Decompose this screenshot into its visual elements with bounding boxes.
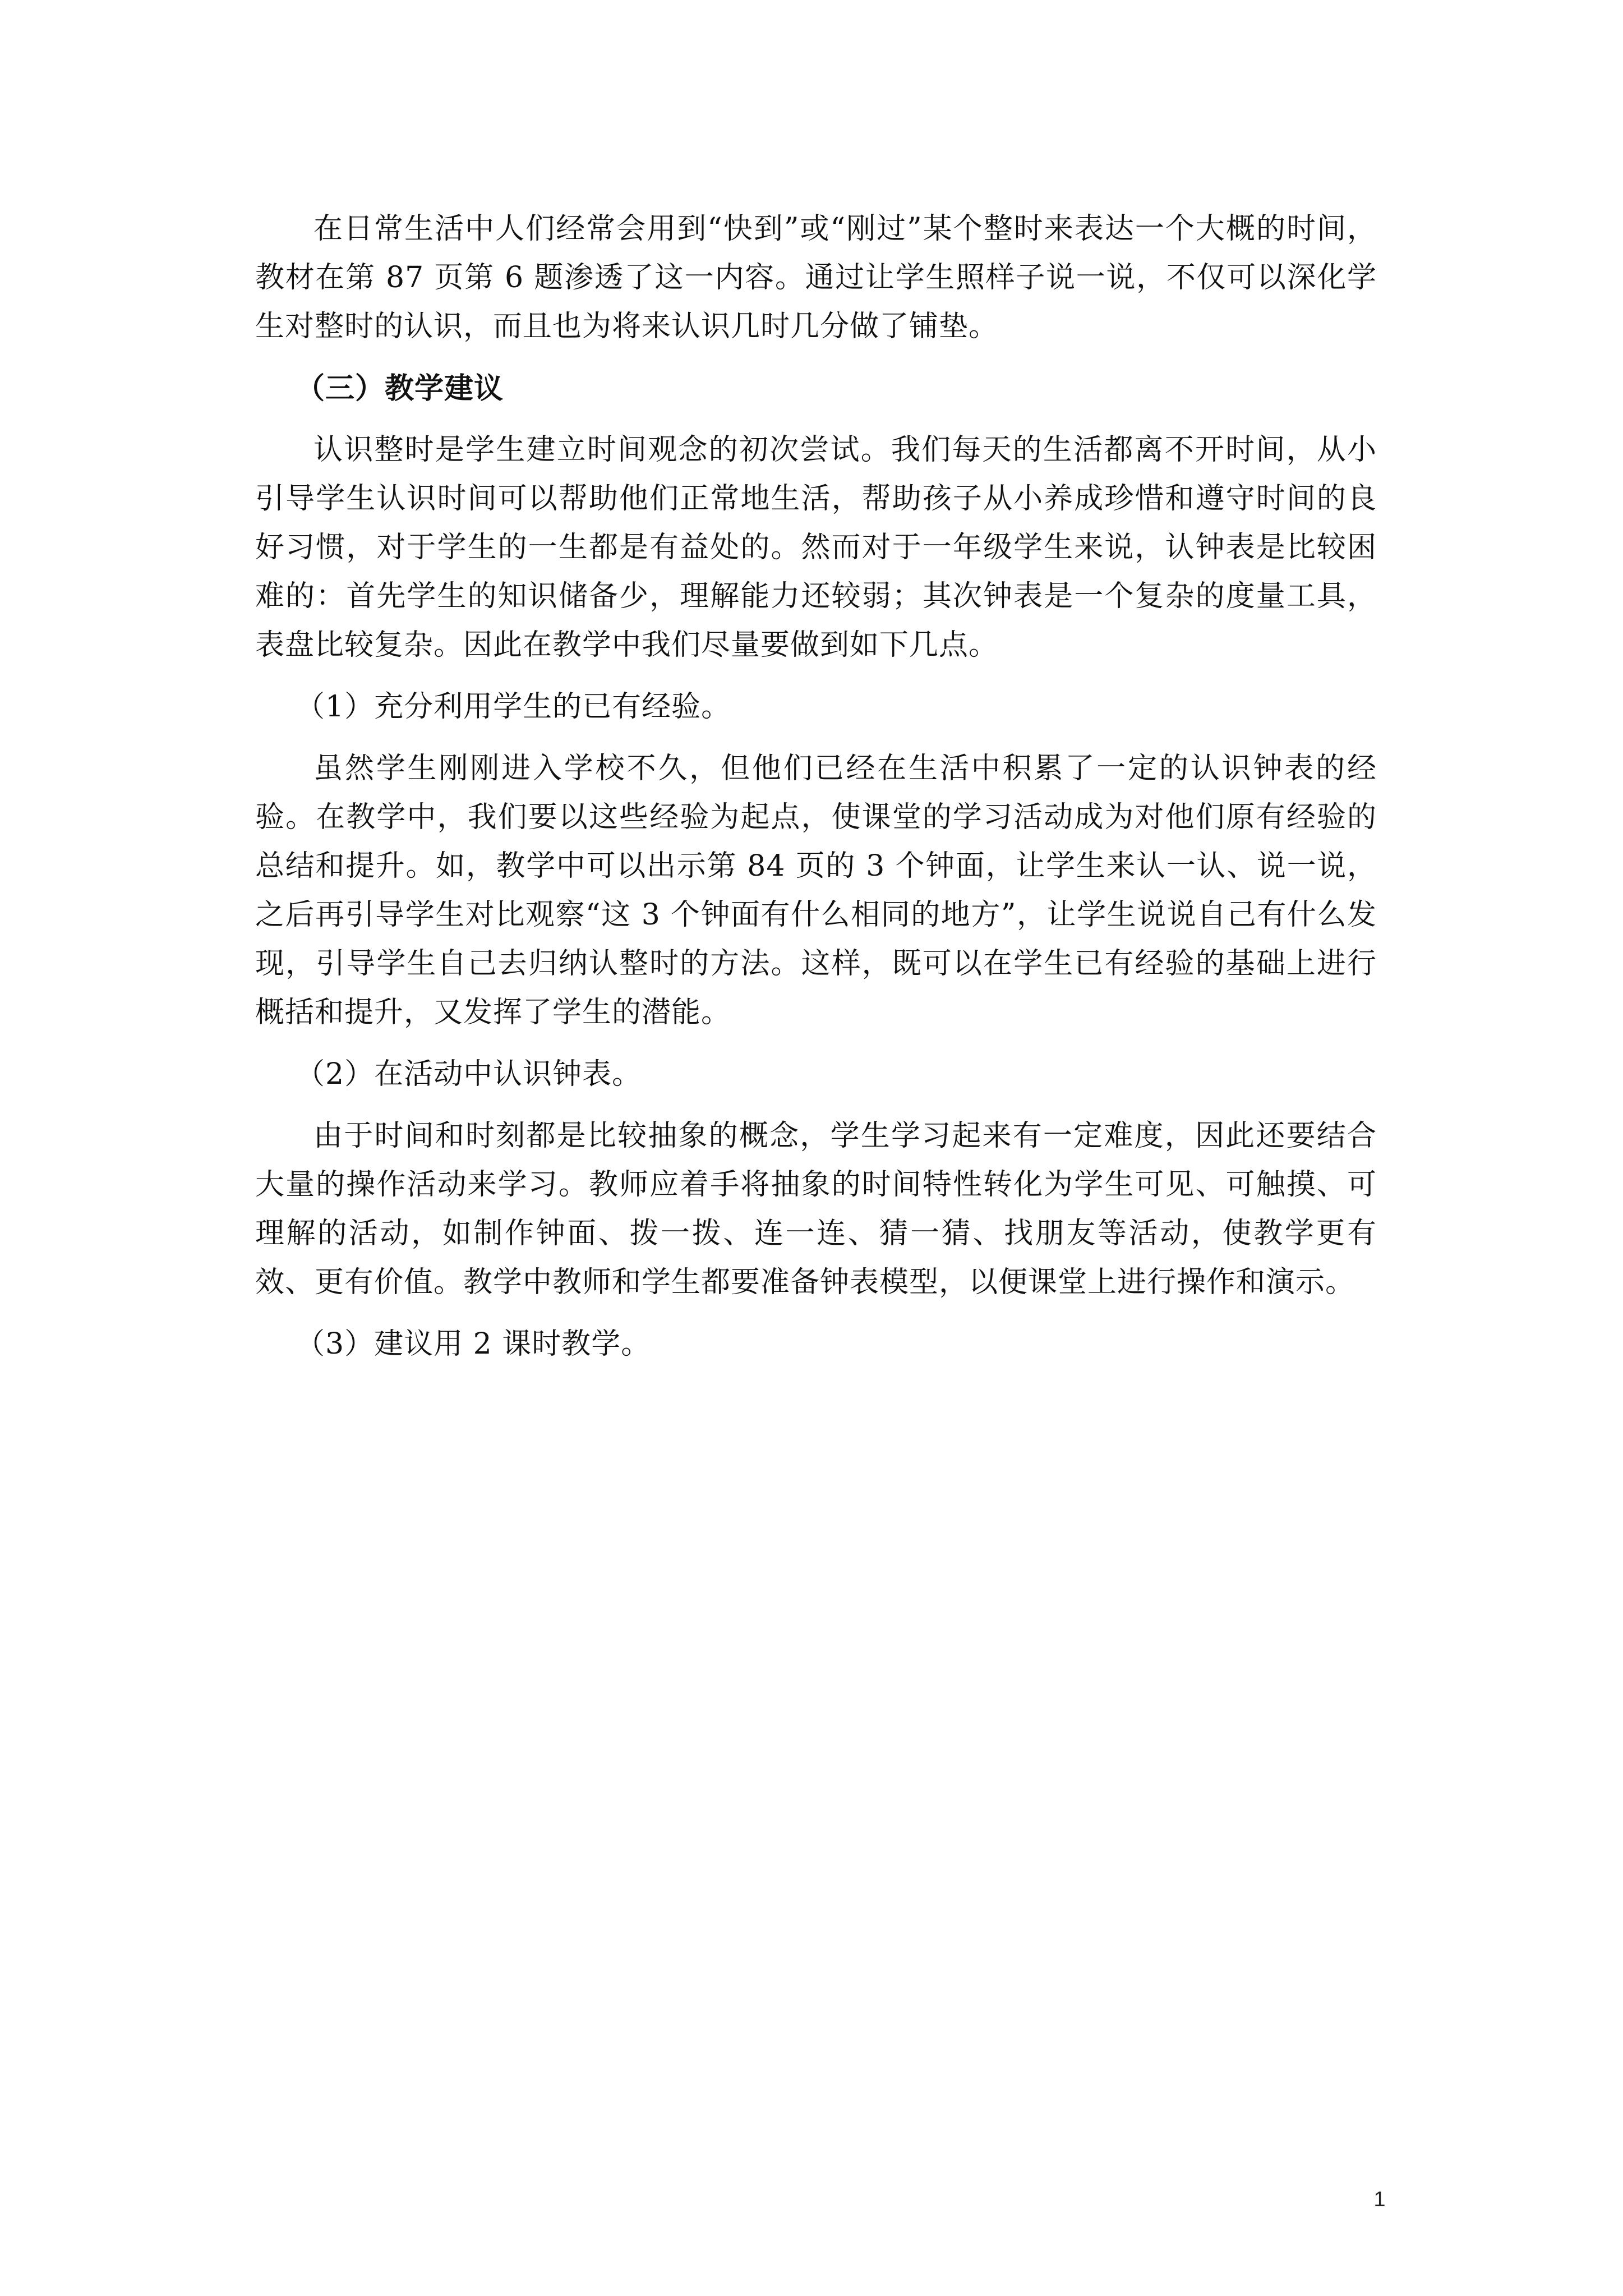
page-body <box>255 205 1377 1382</box>
paragraph-experience: 虽然学生刚刚进入学校不久，但他们已经在生活中积累了一定的认识钟表的经验。在教学中，我们要以这些经验为起点，使课堂的学习活动成为对他们原有经验的总结和提升。如，教学中可以出示第 84 页的 3 个钟面，让学生来认一认、说一说，之后再引导学生对比观察“这 3 个钟面有什么相同的地方”，让学生说说自己有什么发现，引导学生自己去归纳认整时的方法。这样，既可以在学生已有经验的基础上进行概括和提升，又发挥了学生的潜能。 <box>255 752 1377 1029</box>
paragraph-teaching-suggestions: 认识整时是学生建立时间观念的初次尝试。我们每天的生活都离不开时间，从小引导学生认识时间可以帮助他们正常地生活，帮助孩子从小养成珍惜和遵守时间的良好习惯，对于学生的一生都是有益处的。然而对于一年级学生来说，认钟表是比较困难的：首先学生的知识储备少，理解能力还较弱；其次钟表是一个复杂的度量工具，表盘比较复杂。因此在教学中我们尽量要做到如下几点。 <box>255 433 1377 662</box>
section-heading: （三）教学建议 <box>296 371 504 406</box>
paragraph-intro: 在日常生活中人们经常会用到“快到”或“刚过”某个整时来表达一个大概的时间，教材在第 87 页第 6 题渗透了这一内容。通过让学生照样子说一说，不仅可以深化学生对整时的认识，而且也为将来认识几时几分做了铺垫。 <box>255 212 1377 343</box>
list-item-2: （2）在活动中认识钟表。 <box>296 1057 642 1091</box>
page-number: 1 <box>1373 2188 1386 2211</box>
list-item-3: （3）建议用 2 课时教学。 <box>296 1327 651 1361</box>
paragraph-activities: 由于时间和时刻都是比较抽象的概念，学生学习起来有一定难度，因此还要结合大量的操作活动来学习。教师应着手将抽象的时间特性转化为学生可见、可触摸、可理解的活动，如制作钟面、拨一拨、连一连、猜一猜、找朋友等活动，使教学更有效、更有价值。教学中教师和学生都要准备钟表模型，以便课堂上进行操作和演示。 <box>255 1119 1377 1299</box>
list-item-1: （1）充分利用学生的已有经验。 <box>296 690 731 724</box>
